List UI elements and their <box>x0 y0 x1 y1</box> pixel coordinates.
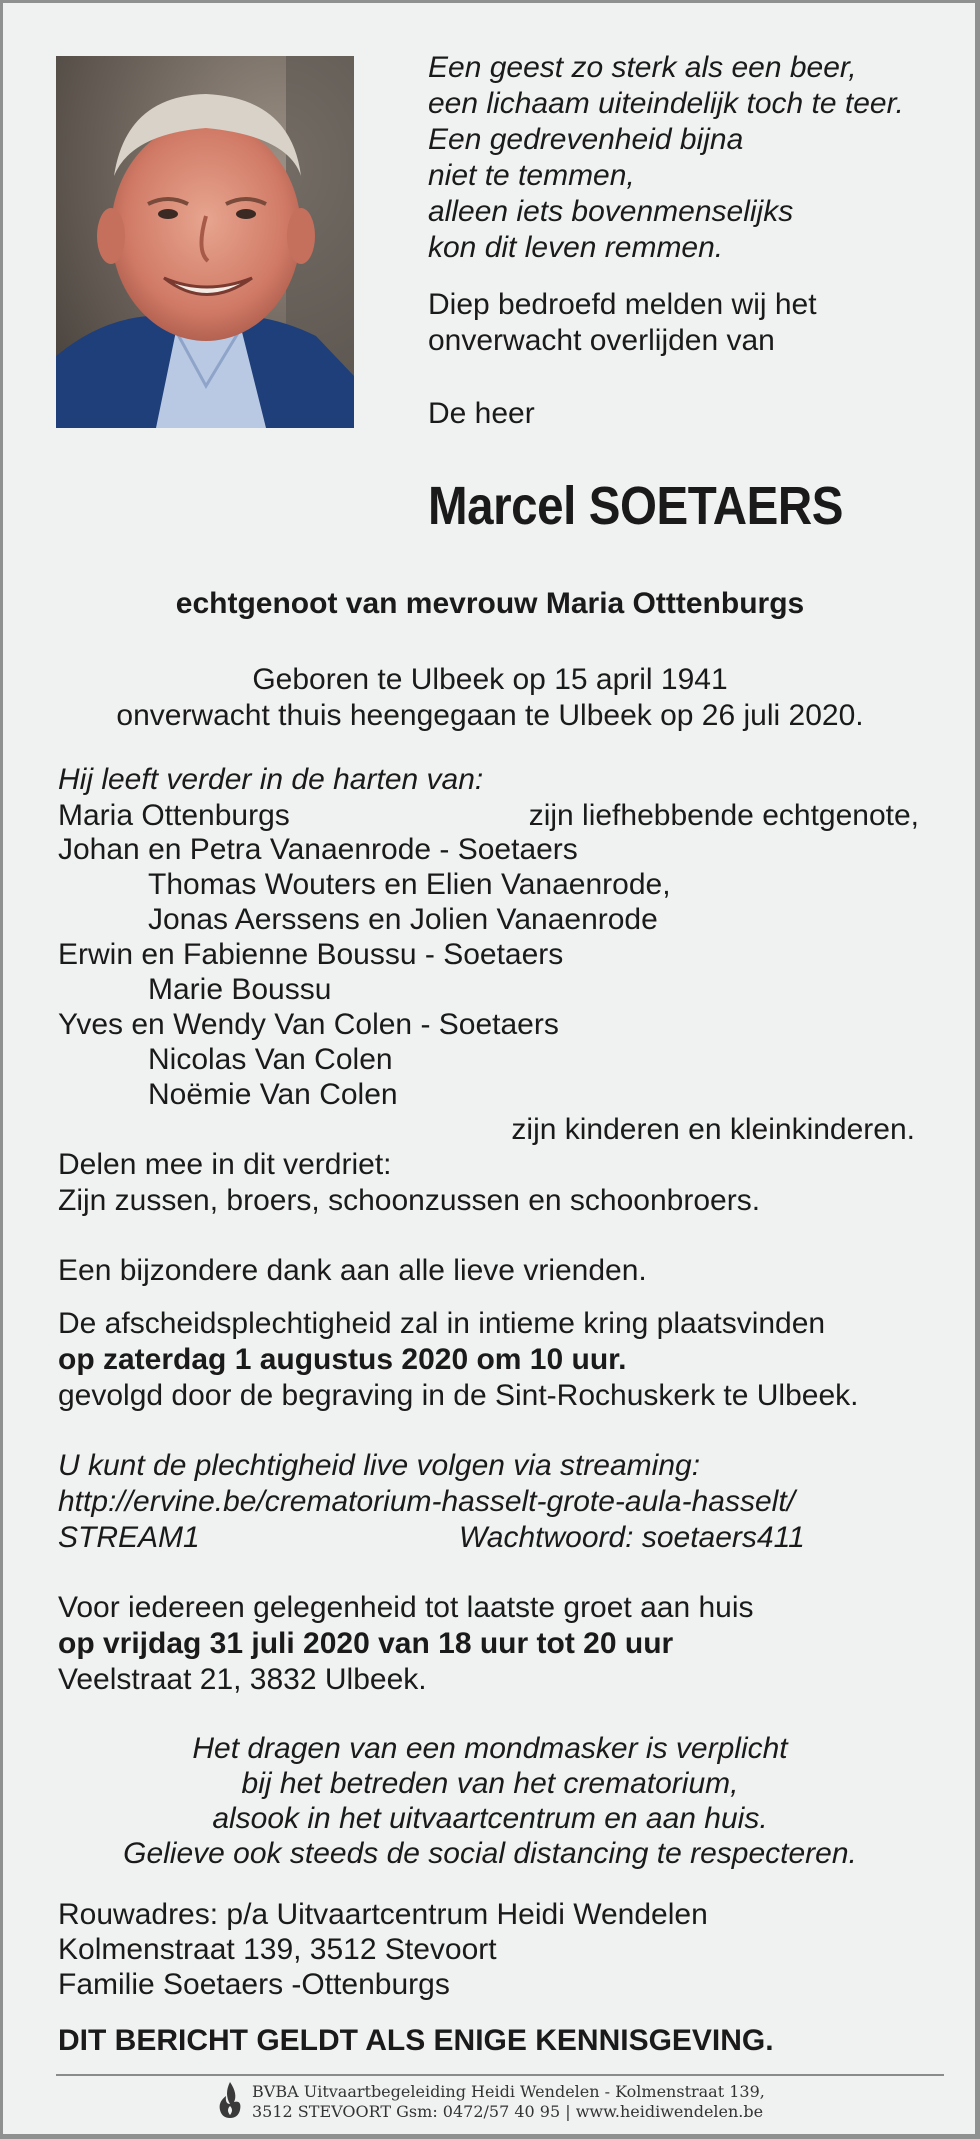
announcement <box>428 287 817 359</box>
poem-line: kon dit leven remmen. <box>428 231 724 264</box>
honorific: De heer <box>428 397 535 430</box>
visit-date: op vrijdag 31 juli 2020 van 18 uur tot 20 uur <box>58 1627 674 1660</box>
family-member: Johan en Petra Vanaenrode - Soetaers <box>58 833 578 866</box>
footer-divider <box>56 2074 944 2076</box>
visit-address: Veelstraat 21, 3832 Ulbeek. <box>58 1663 427 1696</box>
family-member: Noëmie Van Colen <box>148 1078 398 1111</box>
family-member: Yves en Wendy Van Colen - Soetaers <box>58 1008 559 1041</box>
share-grief: Delen mee in dit verdriet: <box>58 1148 392 1181</box>
announcement-line: Diep bedroefd melden wij het <box>428 288 817 321</box>
family-intro: Hij leeft verder in de harten van: <box>58 763 484 796</box>
siblings: Zijn zussen, broers, schoonzussen en schoonbroers. <box>58 1184 761 1217</box>
announcement-line: onverwacht overlijden van <box>428 324 775 357</box>
mask-line: alsook in het uitvaartcentrum en aan huis. <box>212 1802 768 1835</box>
family-member: Marie Boussu <box>148 973 332 1006</box>
family-member: Erwin en Fabienne Boussu - Soetaers <box>58 938 564 971</box>
notice-line: DIT BERICHT GELDT ALS ENIGE KENNISGEVING. <box>58 2024 774 2057</box>
poem-line: Een geest zo sterk als een beer, <box>428 51 857 84</box>
birth-line: Geboren te Ulbeek op 15 april 1941 <box>252 663 728 696</box>
poem <box>428 50 904 266</box>
death-line: onverwacht thuis heengegaan te Ulbeek op 26 juli 2020. <box>116 699 864 732</box>
family-member: Nicolas Van Colen <box>148 1043 393 1076</box>
ceremony-line: De afscheidsplechtigheid zal in intieme kring plaatsvinden <box>58 1307 826 1340</box>
family-wife: Maria Ottenburgs <box>58 799 290 832</box>
footer-line: BVBA Uitvaartbegeleiding Heidi Wendelen - Kolmenstraat 139, <box>252 2082 765 2101</box>
spouse-line: echtgenoot van mevrouw Maria Otttenburgs <box>175 587 805 620</box>
mask-line: Het dragen van een mondmasker is verplicht <box>192 1732 788 1765</box>
family-member: Thomas Wouters en Elien Vanaenrode, <box>148 868 671 901</box>
footer-line: 3512 STEVOORT Gsm: 0472/57 40 95 | www.heidiwendelen.be <box>252 2102 764 2121</box>
poem-line: alleen iets bovenmenselijks <box>428 195 794 228</box>
visit-line: Voor iedereen gelegenheid tot laatste groet aan huis <box>58 1591 754 1624</box>
stream-password: Wachtwoord: soetaers411 <box>459 1521 805 1554</box>
deceased-name: Marcel SOETAERS <box>428 476 844 536</box>
stream-url-cont[interactable]: STREAM1 <box>58 1521 200 1554</box>
address-line: Familie Soetaers -Ottenburgs <box>58 1968 450 2001</box>
thanks-line: Een bijzondere dank aan alle lieve vrienden. <box>58 1254 647 1287</box>
stream-intro: U kunt de plechtigheid live volgen via streaming: <box>58 1449 701 1482</box>
portrait-photo <box>56 56 354 428</box>
ceremony-line: gevolgd door de begraving in de Sint-Rochuskerk te Ulbeek. <box>58 1379 859 1412</box>
children-role: zijn kinderen en kleinkinderen. <box>511 1113 915 1146</box>
ceremony-date: op zaterdag 1 augustus 2020 om 10 uur. <box>58 1343 627 1376</box>
poem-line: niet te temmen, <box>428 159 635 192</box>
stream-url[interactable]: http://ervine.be/crematorium-hasselt-grote-aula-hasselt/ <box>58 1485 795 1518</box>
mask-line: bij het betreden van het crematorium, <box>241 1767 739 1800</box>
family-wife-role: zijn liefhebbende echtgenote, <box>528 799 919 832</box>
address-line: Kolmenstraat 139, 3512 Stevoort <box>58 1933 497 1966</box>
mask-line: Gelieve ook steeds de social distancing te respecteren. <box>123 1837 857 1870</box>
address-line: Rouwadres: p/a Uitvaartcentrum Heidi Wendelen <box>58 1898 708 1931</box>
poem-line: een lichaam uiteindelijk toch te teer. <box>428 87 904 120</box>
flame-icon <box>214 2080 246 2120</box>
family-member: Jonas Aerssens en Jolien Vanaenrode <box>148 903 658 936</box>
poem-line: Een gedrevenheid bijna <box>428 123 744 156</box>
